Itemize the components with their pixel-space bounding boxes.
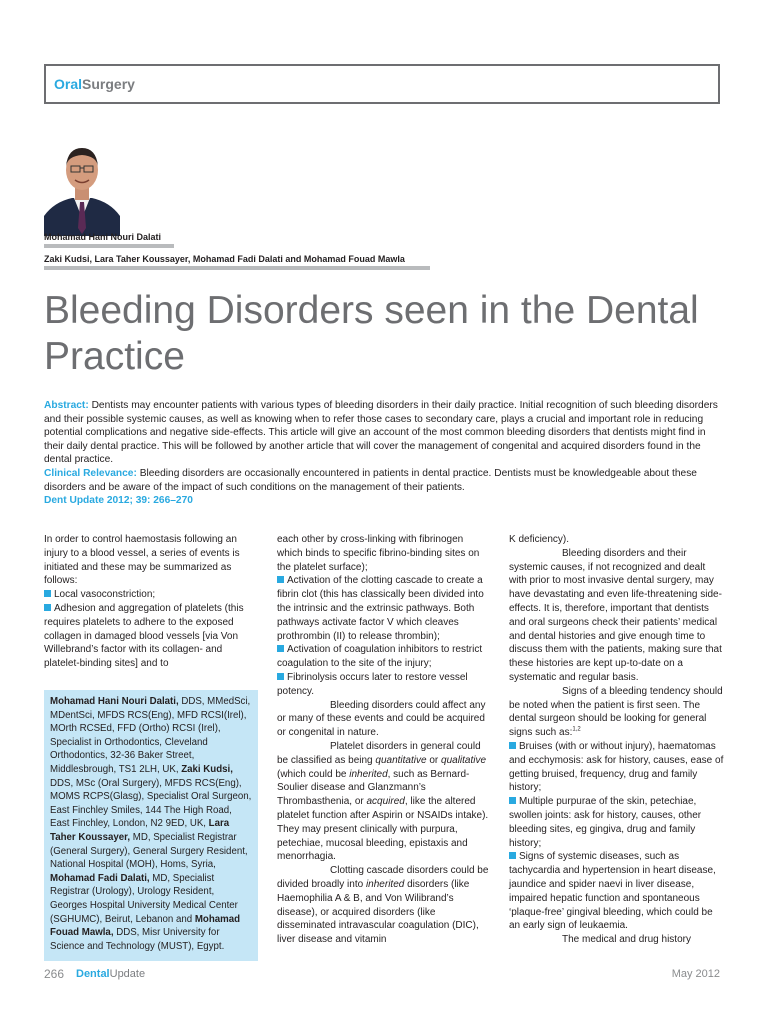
abstract-text: Abstract: Dentists may encounter patients with various types of bleeding disorders in their daily practice. Initial recognition of such bleeding disorders and their possible systemic causes, as well as knowing when to refer those cases to secondary care, plays a crucial and important role in reducing potential complications and negative side-effects. This article will give an account of the most common bleeding disorders that dentists might find in their daily dental practice. This will be followed by another article that will cover the management of congenital and acquired disorders found in the dental practice. [44, 400, 718, 466]
column-2 [277, 533, 491, 947]
main-author: Mohamad Hani Nouri Dalati [44, 232, 162, 242]
bullet-item: Signs of systemic diseases, such as tachycardia and hypertension in heart disease, jaundice and spider naevi in liver disease, impaired hepatic function and spontaneous ‘plaque-free’ gingival bleeding, which could be an early sign of leukaemia. [509, 851, 716, 932]
paragraph: Bleeding disorders and their systemic causes, if not recognized and dealt with prior to most invasive dental surgery, may have devastating and even life-threatening side-effects. It is, therefore, important that dentists and oral surgeons check their patients’ medical and dental histories and give enough time to discuss them with the patients, making sure that these histories are kept up-to-date on a systematic and regular basis. [509, 547, 722, 683]
section-label: OralSurgery [54, 76, 135, 92]
bullet-item: Multiple purpurae of the skin, petechiae, swollen joints: ask for history, causes, other bleeding sites, eg gingiva, drug and family history; [509, 796, 702, 849]
column-3 [509, 533, 725, 947]
bullet-square-icon [509, 852, 516, 859]
bullet-square-icon [277, 673, 284, 680]
column-1 [44, 533, 258, 671]
paragraph: Platelet disorders in general could be classified as being quantitative or qualitative (which could be inherited, such as Bernard-Soulier disease and Glanzmann’s Thrombasthenia, or acquired, like the altered platelet function after Aspirin or NSAIDs intake). They may present clinically with purpura, petechiae, mucosal bleeding, epistaxis and menorrhagia. [277, 740, 489, 863]
bullet-item: Local vasoconstriction; [44, 588, 258, 602]
bullet-item: Bruises (with or without injury), haematomas and ecchymosis: ask for history, causes, ease of getting bruised, frequency, drug and family history; [509, 740, 724, 794]
paragraph: Signs of a bleeding tendency should be noted when the patient is first seen. The dental surgeon should be looking for general signs such as:$^{1,2}$ [509, 685, 723, 739]
co-authors: Zaki Kudsi, Lara Taher Koussayer, Mohamad Fadi Dalati and Mohamad Fouad Mawla [44, 254, 405, 264]
article-title: Bleeding Disorders seen in the Dental Practice [44, 289, 699, 378]
paragraph: Clotting cascade disorders could be divided broadly into inherited disorders (like Haemophilia A & B, and Von Wilibrand’s disease), or acquired disorders (like disseminated intravascular coagulation (DIC), liver disease and vitamin [277, 865, 489, 946]
abstract-label: Abstract: [44, 400, 89, 411]
page-number: 266 [44, 967, 65, 981]
bullet-item: Fibrinolysis occurs later to restore vessel potency. [277, 671, 468, 697]
journal-brand: DentalUpdate [76, 968, 146, 980]
bullet-square-icon [44, 590, 51, 597]
section-header [44, 64, 720, 104]
bullet-square-icon [277, 576, 284, 583]
bullet-item: Activation of the clotting cascade to create a fibrin clot (this has classically been divided into the intrinsic and the extrinsic pathways. Both pathways activate factor V which cleaves prothrombin (II) to release thrombin); [277, 575, 484, 642]
citation: Dent Update 2012; 39: 266–270 [44, 495, 193, 507]
paragraph: K deficiency). [509, 534, 570, 545]
bullet-item: Adhesion and aggregation of platelets (this requires platelets to adhere to the exposed collagen in damaged blood vessels [via Von Willebrand’s factor with its collagen- and platelet-binding sites] and to [44, 602, 244, 670]
co-author-rule [44, 266, 430, 270]
paragraph: Bleeding disorders could affect any or many of these events and could be acquired or congenital in nature. [277, 699, 486, 739]
bullet-square-icon [277, 645, 284, 652]
paragraph: The medical and drug history [562, 934, 691, 946]
paragraph: In order to control haemostasis following an injury to a blood vessel, a series of events is initiated and these may be summarized as follows: [44, 534, 240, 587]
bullet-square-icon [509, 742, 516, 749]
bullet-square-icon [44, 604, 51, 611]
author-photo [44, 138, 120, 236]
author-bio: Mohamad Hani Nouri Dalati, DDS, MMedSci, MDentSci, MFDS RCS(Eng), MFD RCSI(Irel), MOrth RCSEd, FFD (Ortho) RCSI (Irel), Specialist in Orthodontics, Cleveland Orthodontics, 32-36 Baker Street, Middlesbrough, TS1 2LH, UK, Zaki Kudsi, DDS, MSc (Oral Surgery), MFDS RCS(Eng), MOMS RCPS(Glasg), Specialist Oral Surgeon, East Finchley Smiles, 144 The High Road, East Finchley, London, N2 9ED, UK, Lara Taher Koussayer, MD, Specialist Registrar (General Surgery), General Surgery Resident, National Hospital (MOH), Homs, Syria, Mohamad Fadi Dalati, MD, Specialist Registrar (Urology), Urology Resident, Georges Hospital University Medical Center (SGHUMC), Beirut, Lebanon and Mohamad Fouad Mawla, DDS, Misr University for Science and Technology (MUST), Egypt. [50, 696, 252, 952]
bullet-square-icon [509, 797, 516, 804]
issue-date: May 2012 [671, 968, 720, 980]
author-rule [44, 244, 174, 248]
author-bio-box [44, 690, 258, 961]
abstract [44, 399, 726, 508]
bullet-item: Activation of coagulation inhibitors to restrict coagulation to the site of the injury; [277, 644, 483, 670]
clinical-relevance: Clinical Relevance: Bleeding disorders are occasionally encountered in patients in dental practice. Dentists must be knowledgeable about these disorders and be aware of the impact of such conditions on the management of their patients. [44, 467, 697, 493]
paragraph: each other by cross-linking with fibrinogen which binds to specific fibrino-binding sites on the platelet surface); [277, 534, 480, 573]
clinical-relevance-label: Clinical Relevance: [44, 467, 137, 479]
